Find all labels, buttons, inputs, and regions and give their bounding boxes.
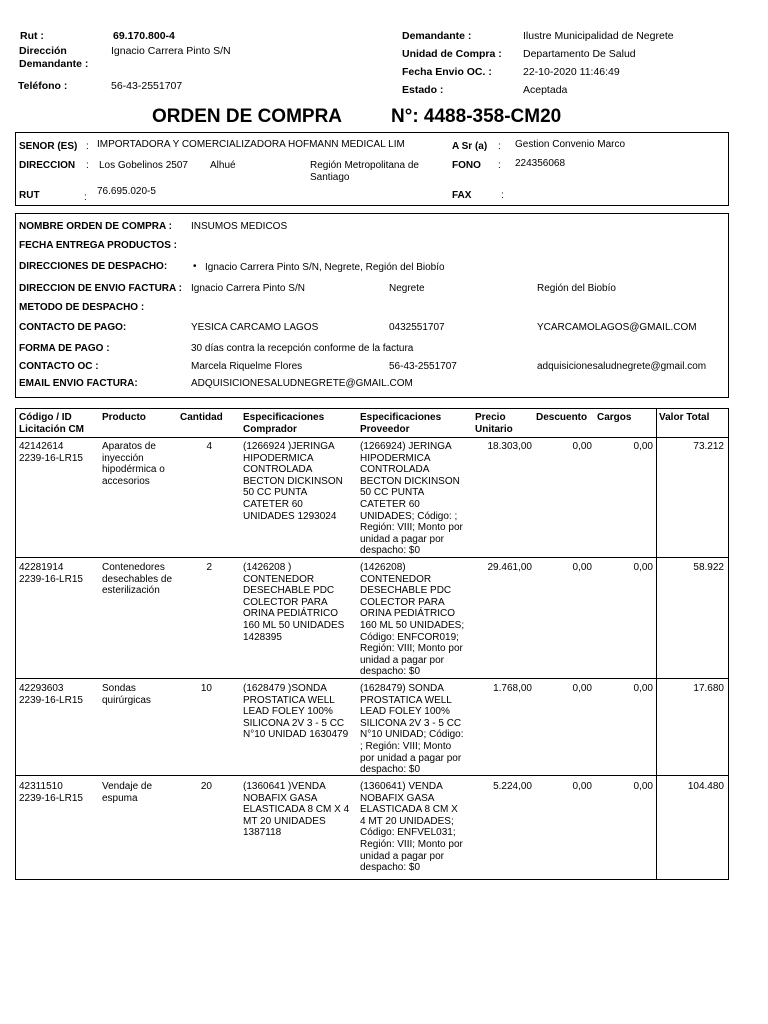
header-divider: [16, 437, 728, 438]
row-producto: Vendaje de espuma: [102, 781, 153, 804]
contacto-oc-label: CONTACTO OC :: [19, 361, 99, 372]
row-valor: 58.922: [693, 562, 724, 573]
row-esp-proveedor: (1426208) CONTENEDOR DESECHABLE PDC COLECTOR PARA ORINA PEDIÁTRICO 160 ML 50 UNIDADES; Código: ENFCOR019; Región: VIII; Monto por unidad a pagar por despacho: $0: [360, 562, 465, 678]
row-descuento: 0,00: [572, 781, 592, 792]
row-cargos: 0,00: [633, 562, 653, 573]
col-header-esp-proveedor: Especificaciones Proveedor: [360, 412, 442, 435]
row-divider: [16, 557, 728, 558]
row-descuento: 0,00: [572, 562, 592, 573]
row-precio: 5.224,00: [493, 781, 532, 792]
contacto-oc-phone: 56-43-2551707: [389, 361, 457, 372]
contacto-pago-label: CONTACTO DE PAGO:: [19, 322, 127, 333]
row-codigo: 42142614 2239-16-LR15: [19, 441, 83, 464]
nombre-oc-value: INSUMOS MEDICOS: [191, 221, 288, 232]
col-header-valor: Valor Total: [659, 412, 710, 423]
estado-value: Aceptada: [523, 84, 568, 96]
col-header-cargos: Cargos: [597, 412, 632, 423]
nombre-oc-label: NOMBRE ORDEN DE COMPRA :: [19, 221, 172, 232]
fax-colon: :: [501, 190, 504, 201]
forma-pago-value: 30 días contra la recepción conforme de la factura: [191, 343, 414, 354]
direccion-region: Región Metropolitana de Santiago: [310, 160, 419, 183]
fono-label: FONO: [452, 160, 481, 171]
unidad-compra-label: Unidad de Compra :: [402, 48, 502, 60]
direccion-demandante-value: Ignacio Carrera Pinto S/N: [111, 45, 231, 57]
row-codigo: 42311510 2239-16-LR15: [19, 781, 83, 804]
telefono-value: 56-43-2551707: [111, 80, 183, 92]
asr-value: Gestion Convenio Marco: [515, 139, 626, 150]
row-esp-proveedor: (1628479) SONDA PROSTATICA WELL LEAD FOLEY 100% SILICONA 2V 3 - 5 CC N°10 UNIDAD; Código: ; Región: VIII; Monto por unidad a pagar por despacho: $0: [360, 683, 464, 776]
estado-label: Estado :: [402, 84, 444, 96]
row-esp-proveedor: (1360641) VENDA NOBAFIX GASA ELASTICADA 8 CM X 4 MT 20 UNIDADES; Código: ENFVEL031; Región: VIII; Monto por unidad a pagar por despacho: $0: [360, 781, 463, 874]
contacto-oc-email: adquisicionesaludnegrete@gmail.com: [537, 361, 707, 372]
direcciones-despacho-value: Ignacio Carrera Pinto S/N, Negrete, Región del Biobío: [205, 262, 445, 273]
row-codigo: 42281914 2239-16-LR15: [19, 562, 83, 585]
row-valor: 73.212: [693, 441, 724, 452]
row-esp-comprador: (1360641 )VENDA NOBAFIX GASA ELASTICADA 8 CM X 4 MT 20 UNIDADES 1387118: [243, 781, 350, 839]
row-valor: 17.680: [693, 683, 724, 694]
col-header-esp-comprador: Especificaciones Comprador: [243, 412, 325, 435]
row-cargos: 0,00: [633, 683, 653, 694]
row-esp-proveedor: (1266924) JERINGA HIPODERMICA CONTROLADA BECTON DICKINSON 50 CC PUNTA CATETER 60 UNIDADES; Código: ; Región: VIII; Monto por unidad a pagar por despacho: $0: [360, 441, 463, 557]
supplier-rut-colon: :: [84, 192, 87, 203]
col-header-codigo: Código / ID Licitación CM: [19, 412, 85, 435]
senor-colon: :: [86, 141, 89, 152]
valor-column-divider: [656, 409, 657, 879]
row-codigo: 42293603 2239-16-LR15: [19, 683, 83, 706]
row-cantidad: 10: [200, 683, 212, 694]
row-esp-comprador: (1266924 )JERINGA HIPODERMICA CONTROLADA BECTON DICKINSON 50 CC PUNTA CATETER 60 UNIDADES 1293024: [243, 441, 343, 522]
fax-label: FAX: [452, 190, 472, 201]
contacto-pago-email: YCARCAMOLAGOS@GMAIL.COM: [537, 322, 697, 333]
senor-value: IMPORTADORA Y COMERCIALIZADORA HOFMANN MEDICAL LIM: [97, 139, 405, 150]
rut-label: Rut :: [20, 30, 44, 42]
items-table: [15, 408, 729, 880]
asr-label: A Sr (a): [452, 141, 488, 152]
row-cargos: 0,00: [633, 781, 653, 792]
contacto-pago-name: YESICA CARCAMO LAGOS: [191, 322, 319, 333]
row-descuento: 0,00: [572, 683, 592, 694]
forma-pago-label: FORMA DE PAGO :: [19, 343, 110, 354]
col-header-descuento: Descuento: [536, 412, 588, 423]
row-esp-comprador: (1628479 )SONDA PROSTATICA WELL LEAD FOLEY 100% SILICONA 2V 3 - 5 CC N°10 UNIDAD 1630479: [243, 683, 349, 741]
fono-value: 224356068: [515, 158, 566, 169]
contacto-pago-phone: 0432551707: [389, 322, 445, 333]
direccion-colon: :: [86, 160, 89, 171]
metodo-despacho-label: METODO DE DESPACHO :: [19, 302, 145, 313]
fecha-envio-label: Fecha Envio OC. :: [402, 66, 492, 78]
row-producto: Sondas quirúrgicas: [102, 683, 151, 706]
senor-label: SENOR (ES): [19, 141, 78, 152]
direccion-street: Los Gobelinos 2507: [99, 160, 188, 171]
envio-factura-street: Ignacio Carrera Pinto S/N: [191, 283, 305, 294]
rut-value: 69.170.800-4: [113, 30, 175, 42]
row-cantidad: 4: [206, 441, 212, 452]
row-cargos: 0,00: [633, 441, 653, 452]
row-producto: Aparatos de inyección hipodérmica o accesorios: [102, 441, 165, 487]
row-cantidad: 2: [206, 562, 212, 573]
supplier-rut-value: 76.695.020-5: [97, 186, 156, 197]
supplier-rut-label: RUT: [19, 190, 40, 201]
row-precio: 1.768,00: [493, 683, 532, 694]
direccion-label: DIRECCION: [19, 160, 76, 171]
fecha-envio-value: 22-10-2020 11:46:49: [523, 66, 620, 78]
page-title: ORDEN DE COMPRA: [152, 106, 343, 127]
envio-factura-region: Región del Biobío: [537, 283, 616, 294]
fecha-entrega-label: FECHA ENTREGA PRODUCTOS :: [19, 240, 177, 251]
row-esp-comprador: (1426208 ) CONTENEDOR DESECHABLE PDC COLECTOR PARA ORINA PEDIÁTRICO 160 ML 50 UNIDADES 1428395: [243, 562, 345, 643]
bullet-icon: •: [193, 261, 197, 272]
order-number: N°: 4488-358-CM20: [391, 106, 562, 127]
direccion-demandante-label: Dirección Demandante :: [19, 45, 89, 70]
col-header-cantidad: Cantidad: [180, 412, 223, 423]
fono-colon: :: [498, 160, 501, 171]
row-cantidad: 20: [200, 781, 212, 792]
row-divider: [16, 678, 728, 679]
row-descuento: 0,00: [572, 441, 592, 452]
asr-colon: :: [498, 141, 501, 152]
demandante-label: Demandante :: [402, 30, 472, 42]
contacto-oc-name: Marcela Riquelme Flores: [191, 361, 303, 372]
envio-factura-label: DIRECCION DE ENVIO FACTURA :: [19, 283, 182, 294]
email-factura-value: ADQUISICIONESALUDNEGRETE@GMAIL.COM: [191, 378, 413, 389]
email-factura-label: EMAIL ENVIO FACTURA:: [19, 378, 138, 389]
unidad-compra-value: Departamento De Salud: [523, 48, 636, 60]
demandante-value: Ilustre Municipalidad de Negrete: [523, 30, 674, 42]
direcciones-despacho-label: DIRECCIONES DE DESPACHO:: [19, 261, 168, 272]
row-precio: 29.461,00: [487, 562, 532, 573]
direccion-comuna: Alhué: [210, 160, 236, 171]
telefono-label: Teléfono :: [18, 80, 68, 92]
row-valor: 104.480: [687, 781, 724, 792]
col-header-producto: Producto: [102, 412, 146, 423]
envio-factura-comuna: Negrete: [389, 283, 425, 294]
row-producto: Contenedores desechables de esterilización: [102, 562, 173, 597]
row-precio: 18.303,00: [487, 441, 532, 452]
col-header-precio: Precio Unitario: [475, 412, 513, 435]
